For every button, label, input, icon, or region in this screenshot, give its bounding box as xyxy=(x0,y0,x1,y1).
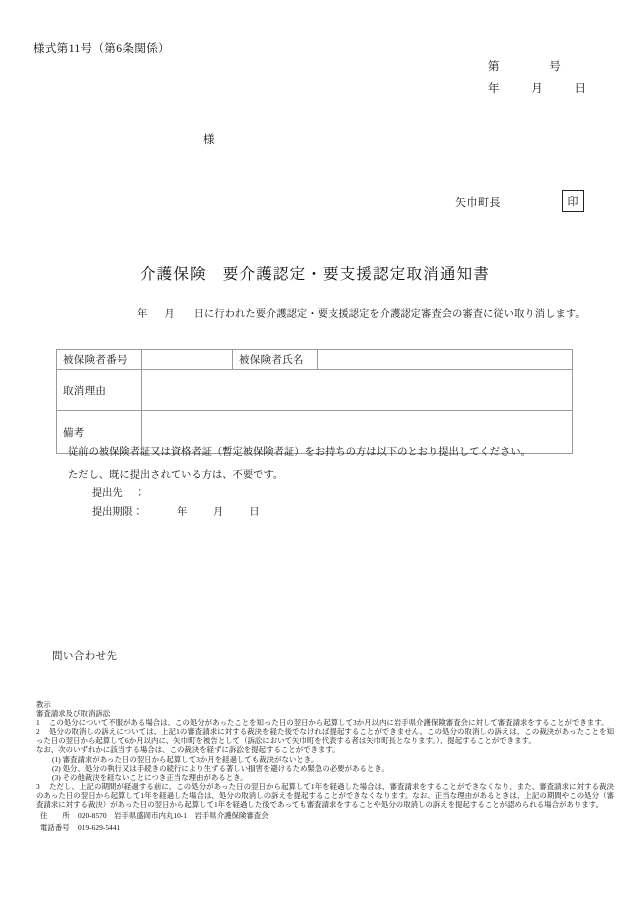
remarks-label: 備考 xyxy=(57,411,142,454)
lead-month-label: 月 xyxy=(164,309,175,320)
telephone-value: 019-629-5441 xyxy=(78,823,121,833)
insured-number-value[interactable] xyxy=(142,350,233,370)
seal-stamp-box: 印 xyxy=(562,190,584,212)
table-row xyxy=(57,350,573,370)
submission-destination-label: 提出先 xyxy=(92,488,123,499)
cancel-reason-label: 取消理由 xyxy=(57,370,142,411)
notice-item-3 xyxy=(36,782,614,809)
notice-subitem-2-index: (2) xyxy=(52,763,61,773)
title-prefix: 介護保険 xyxy=(139,266,207,283)
review-board-address xyxy=(36,811,614,820)
contact-label: 問い合わせ先 xyxy=(52,651,118,662)
insured-info-table xyxy=(56,349,573,454)
address-value: 020-8570 岩手県盛岡市内丸10-1 岩手県介護保険審査会 xyxy=(78,811,269,821)
review-board-telephone xyxy=(36,823,614,832)
title-main: 要介護認定・要支援認定取消通知書 xyxy=(222,266,490,283)
page-title xyxy=(0,262,630,284)
notice-subitem-1 xyxy=(36,755,614,764)
notice-subitem-2 xyxy=(36,764,614,773)
notice-subitem-2-text: 処分、処分の執行又は手続きの続行により生ずる著しい損害を避けるため緊急の必要があるとき。 xyxy=(62,763,389,773)
table-row xyxy=(57,370,573,411)
notice-subitem-3 xyxy=(36,773,614,782)
lead-sentence xyxy=(137,305,586,320)
notice-subitem-3-text: その他裁決を経ないことにつき正当な理由があるとき。 xyxy=(62,772,248,782)
notice-item-2-index: 2 xyxy=(36,727,40,737)
notice-heading-appeal: 審査請求及び取消訴訟 xyxy=(36,709,111,719)
date-year-label: 年 xyxy=(488,83,500,95)
document-number-label: 第 xyxy=(488,61,500,73)
submission-deadline-label: 提出期限： xyxy=(92,507,143,518)
notice-item-1-index: 1 xyxy=(36,718,40,728)
deadline-year-label: 年 xyxy=(176,507,188,518)
document-number-line xyxy=(488,58,561,74)
submission-destination-line xyxy=(92,484,145,499)
submission-destination-colon: ： xyxy=(134,488,145,499)
telephone-label: 電話番号 xyxy=(40,823,70,833)
lead-year-label: 年 xyxy=(137,309,148,320)
legal-notice-section xyxy=(36,700,614,832)
notice-subitem-1-index: (1) xyxy=(52,754,61,764)
notice-item-1-text: この処分について不服がある場合は、この処分があったことを知った日の翌日から起算して3か月以内に岩手県介護保険審査会に対して審査請求をすることができます。 xyxy=(49,718,609,728)
insured-name-value[interactable] xyxy=(318,350,573,370)
cancel-reason-value[interactable] xyxy=(142,370,573,411)
deadline-month-label: 月 xyxy=(213,507,224,518)
submission-note-primary: 従前の被保険者証又は資格者証（暫定被保険者証）をお持ちの方は以下のとおり提出してください。 xyxy=(68,447,531,458)
notice-item-3-index: 3 xyxy=(36,781,40,791)
notice-subitem-3-index: (3) xyxy=(52,772,61,782)
notice-item-1 xyxy=(36,718,614,727)
insured-number-label: 被保険者番号 xyxy=(57,350,142,370)
document-date-line xyxy=(488,80,586,96)
document-number-unit: 号 xyxy=(549,61,561,73)
notice-heading-instruction: 教示 xyxy=(36,700,51,709)
notice-item-2 xyxy=(36,727,614,745)
date-day-label: 日 xyxy=(574,83,586,95)
issuer-name: 矢巾町長 xyxy=(455,197,501,209)
date-month-label: 月 xyxy=(531,83,543,95)
notice-item-2-text: 処分の取消しの訴えについては、上記1の審査請求に対する裁決を経た後でなければ提起することができません。この処分の取消しの訴えは、この裁決があったことを知った日の翌日から起算して6か月以内に、矢巾町を被告として（訴訟において矢巾町を代表する者は矢巾町長となります。）、提起することができます。 xyxy=(36,727,614,746)
submission-deadline-line xyxy=(92,503,260,518)
notice-subitem-1-text: 審査請求があった日の翌日から起算して3か月を経過しても裁決がないとき。 xyxy=(62,754,319,764)
insured-name-label: 被保険者氏名 xyxy=(233,350,318,370)
addressee-honorific: 様 xyxy=(203,134,215,146)
form-number: 様式第11号（第6条関係） xyxy=(33,43,171,55)
notice-item-3-text: ただし、上記の期間が経過する前に、この処分があった日の翌日から起算して1年を経過した場合は、審査請求をすることができなくなり、また、審査請求に対する裁決のあった日の翌日から起算して1年を経過した場合は、処分の取消しの訴えを提起することができなくなります。なお、正当な理由があるときは、上記の期間やこの処分（審査請求に対する裁決）があった日の翌日から起算して1年を経過した後であっても審査請求をすることや処分の取消しの訴えを提起することが認められる場合があります。 xyxy=(36,781,614,810)
lead-body: 日に行われた要介護認定・要支援認定を介護認定審査会の審査に従い取り消します。 xyxy=(193,309,586,320)
notice-item-2-extra: なお、次のいずれかに該当する場合は、この裁決を経ずに訴訟を提起することができます。 xyxy=(36,745,340,755)
submission-note-secondary: ただし、既に提出されている方は、不要です。 xyxy=(68,470,284,481)
deadline-day-label: 日 xyxy=(249,507,260,518)
address-label: 住 所 xyxy=(40,811,70,821)
